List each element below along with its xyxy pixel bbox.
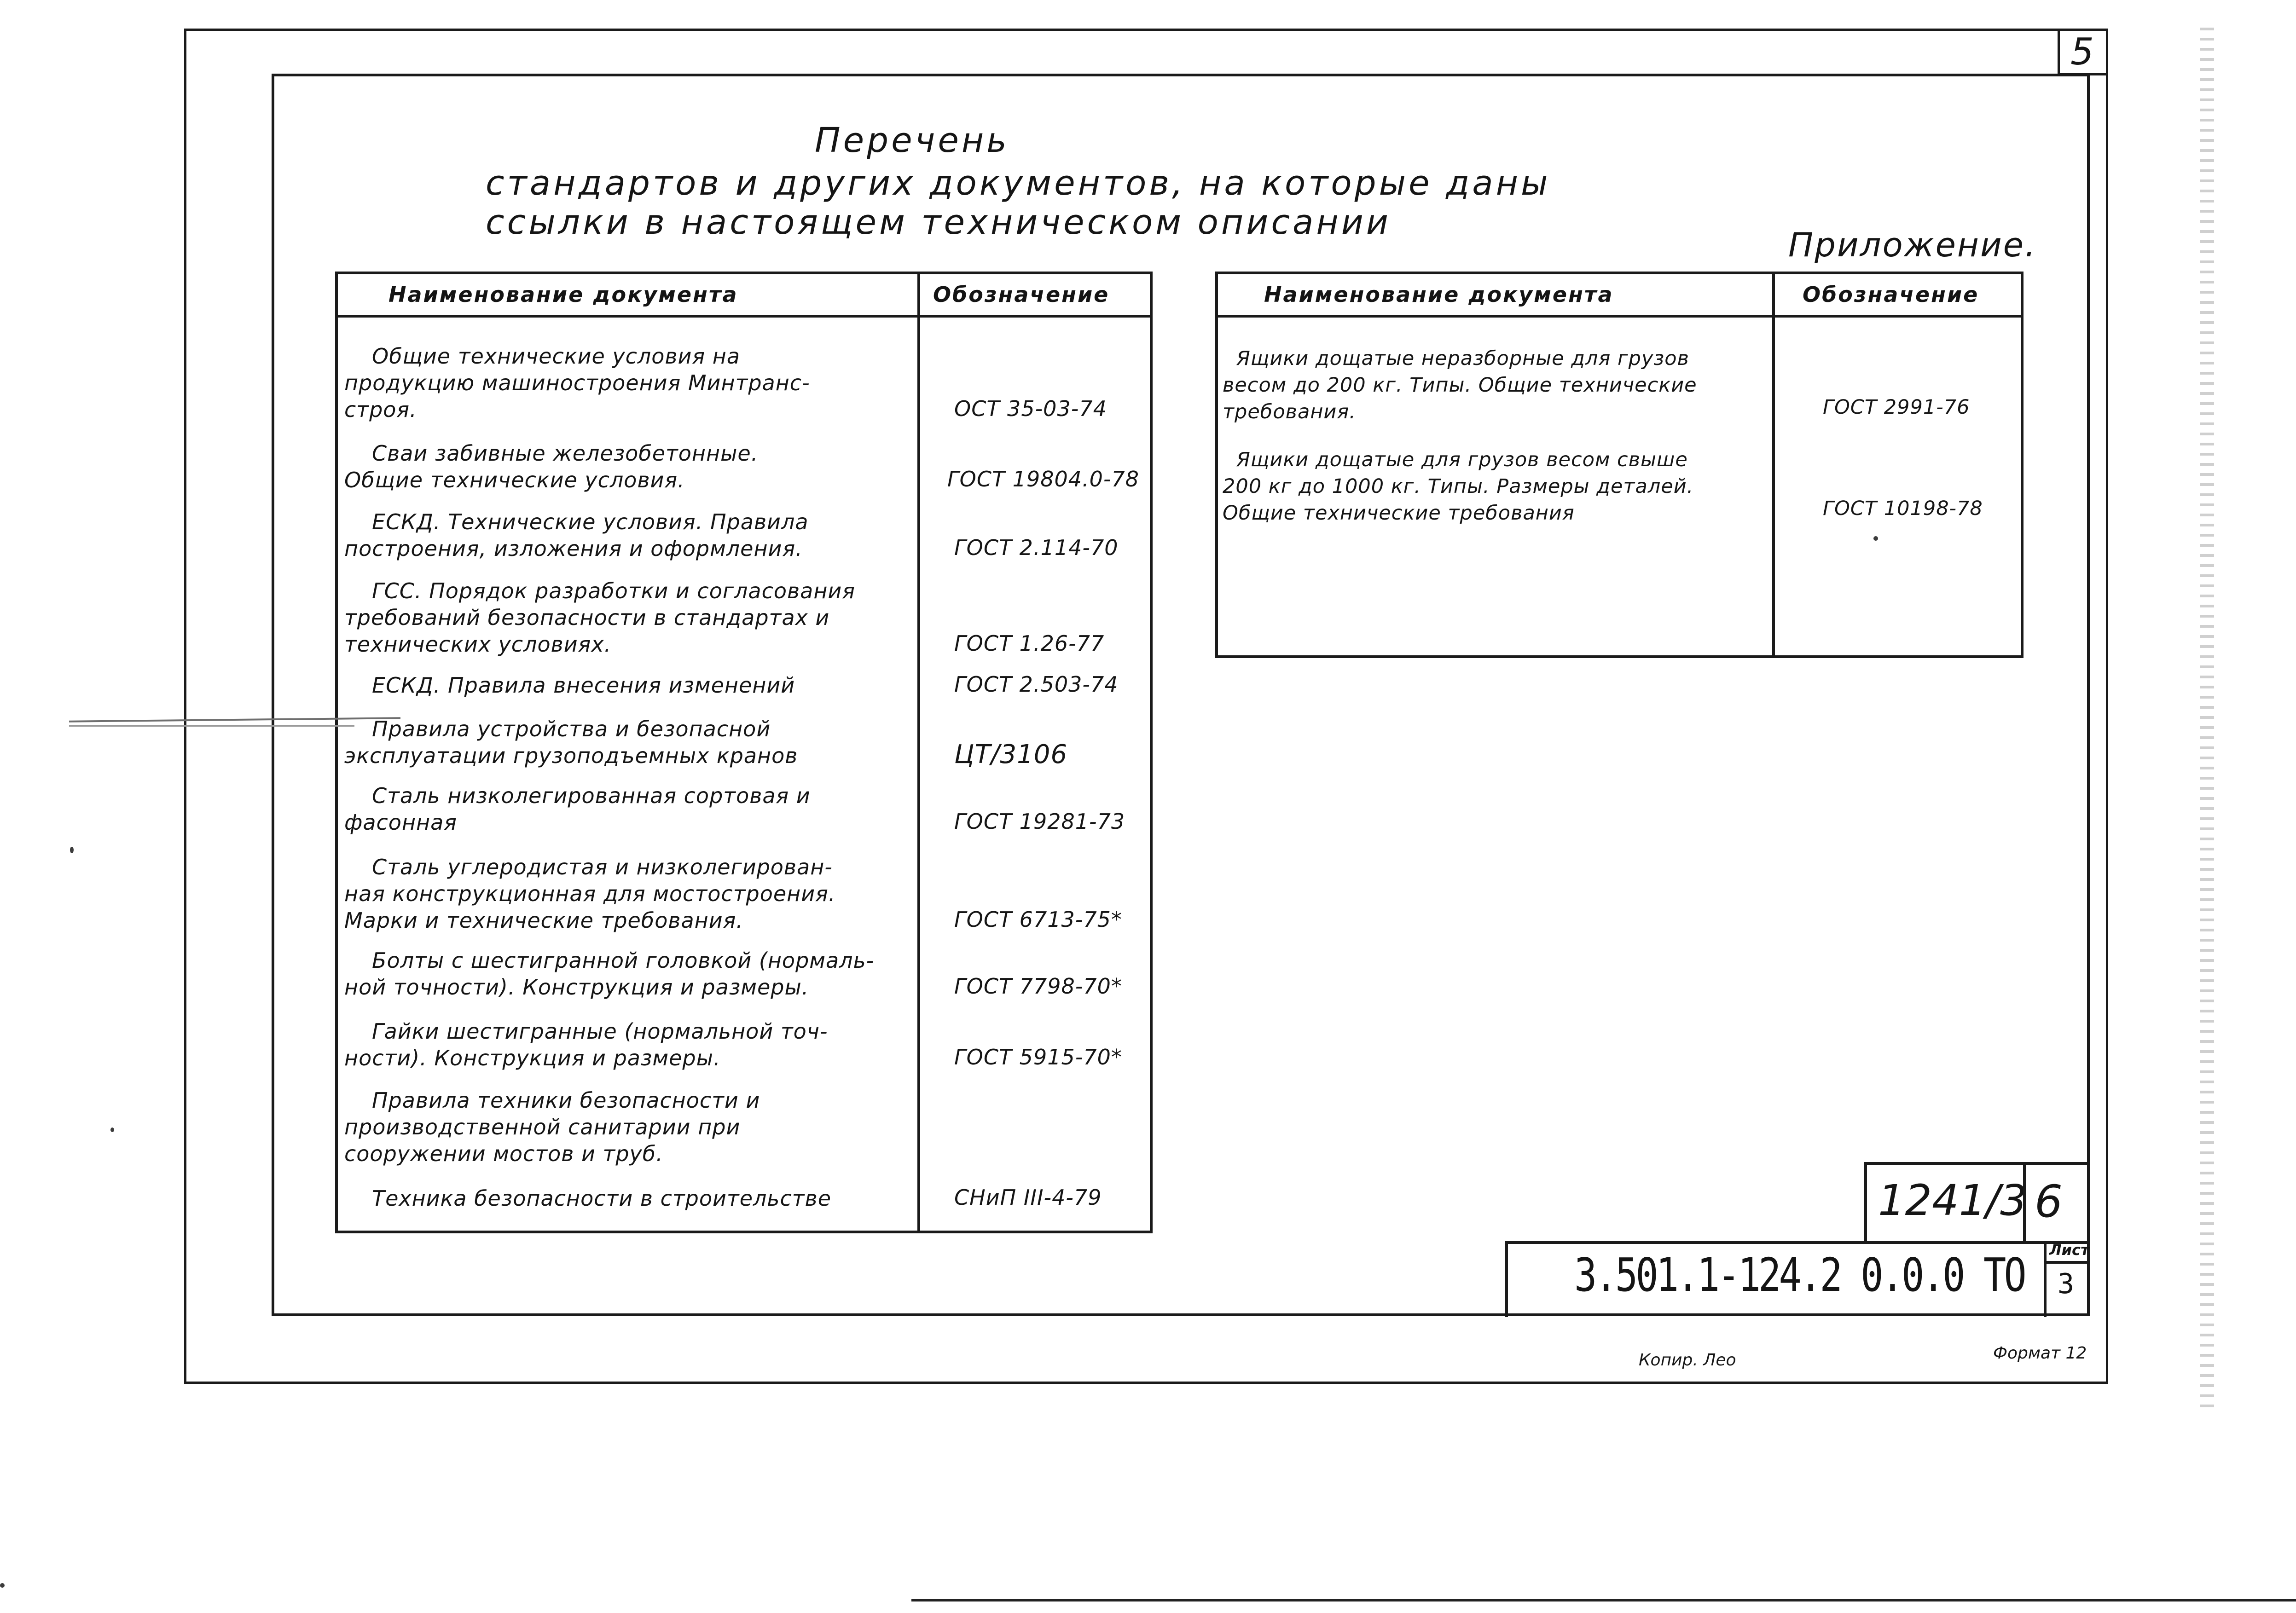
table-row <box>335 854 1150 934</box>
table-row <box>335 343 1150 423</box>
row-code: ГОСТ 5915-70* <box>954 1045 1122 1070</box>
row-name: Ящики дощатые для грузов весом свыше 200 кг до 1000 кг. Типы. Размеры деталей. Общие технические требования <box>1223 448 1694 525</box>
row-name: ГСС. Порядок разработки и согласования требований безопасности в стандартах и технических условиях. <box>344 578 855 657</box>
sheet-label: Лист <box>2049 1241 2089 1259</box>
row-code: ГОСТ 2.503-74 <box>954 672 1119 697</box>
table-row <box>335 1087 1150 1167</box>
right-table-bottom-line <box>1215 655 2021 658</box>
row-name: Правила техники безопасности и производственной санитарии при сооружении мостов и труб. <box>344 1088 760 1166</box>
page-title-line-3: ссылки в настоящем техническом описании <box>486 202 1391 242</box>
row-code: ГОСТ 2.114-70 <box>954 535 1119 560</box>
row-code: ОСТ 35-03-74 <box>954 396 1107 421</box>
row-name: Болты с шестигранной головкой (нормаль- ной точности). Конструкция и размеры. <box>344 948 875 1000</box>
row-code: ГОСТ 1.26-77 <box>954 631 1105 656</box>
scan-speck <box>0 1583 5 1588</box>
row-code: ЦТ/3106 <box>954 740 1068 769</box>
row-name: ЕСКД. Правила внесения изменений <box>372 673 795 698</box>
row-code: ГОСТ 2991-76 <box>1823 396 1970 419</box>
table-row <box>1215 345 2021 425</box>
row-code: ГОСТ 19281-73 <box>954 809 1125 834</box>
row-code: СНиП III-4-79 <box>954 1185 1102 1210</box>
project-number: 1241/3 <box>1878 1176 2027 1225</box>
row-name: Сваи забивные железобетонные. Общие технические условия. <box>344 441 759 492</box>
row-name: Техника безопасности в строительстве <box>372 1186 832 1211</box>
row-name: Общие технические условия на продукцию машиностроения Минтранс- строя. <box>344 344 810 422</box>
table-row <box>1215 446 2021 526</box>
row-code: ГОСТ 6713-75* <box>954 907 1122 932</box>
scan-edge-noise <box>2200 28 2214 1408</box>
left-header-name-text: Наименование документа <box>388 282 738 307</box>
left-header-code <box>919 273 1151 316</box>
row-name: Сталь углеродистая и низколегирован- ная конструкционная для мостостроения. Марки и технические требования. <box>344 855 836 933</box>
page-title: Перечень <box>815 121 1009 160</box>
table-row <box>335 1018 1150 1071</box>
copied-by: Копир. Лео <box>1639 1351 1736 1370</box>
row-code: ГОСТ 7798-70* <box>954 974 1122 999</box>
table-row <box>335 672 1150 699</box>
table-row <box>335 440 1150 493</box>
scan-speck <box>1873 536 1878 541</box>
left-header-name <box>336 273 919 316</box>
row-name: Гайки шестигранные (нормальной точ- ности). Конструкция и размеры. <box>344 1019 828 1070</box>
format-label: Формат 12 <box>1993 1344 2087 1363</box>
appendix-label: Приложение. <box>1788 225 2037 264</box>
table-row <box>335 947 1150 1000</box>
scan-fold-line-2 <box>69 725 354 727</box>
table-row <box>335 578 1150 658</box>
scan-bottom-line <box>911 1599 2296 1601</box>
row-name: Правила устройства и безопасной эксплуатации грузоподъемных кранов <box>344 717 798 768</box>
sheet-value: 3 <box>2058 1268 2075 1300</box>
scan-speck <box>70 847 74 853</box>
right-header-name-text: Наименование документа <box>1264 282 1614 307</box>
row-name: Сталь низколегированная сортовая и фасонная <box>344 783 811 835</box>
row-code: ГОСТ 19804.0-78 <box>947 467 1140 491</box>
left-table-bottom-line <box>335 1231 1150 1233</box>
table-row <box>335 1185 1150 1212</box>
right-header-name <box>1217 273 1774 316</box>
corner-sheet-number: 5 <box>2070 30 2094 73</box>
table-row <box>335 509 1150 562</box>
right-header-code <box>1774 273 2022 316</box>
left-document-table <box>335 272 1150 1233</box>
left-header-code-text: Обозначение <box>933 282 1110 307</box>
row-name: ЕСКД. Технические условия. Правила построения, изложения и оформления. <box>344 509 809 561</box>
page-number: 6 <box>2035 1176 2063 1227</box>
right-header-code-text: Обозначение <box>1803 282 1979 307</box>
table-row <box>335 782 1150 836</box>
scan-speck <box>110 1127 114 1132</box>
right-document-table <box>1215 272 2021 658</box>
row-code: ГОСТ 10198-78 <box>1823 497 1983 520</box>
row-name: Ящики дощатые неразборные для грузов весом до 200 кг. Типы. Общие технические требования. <box>1223 347 1697 423</box>
sheet-cell-divider <box>2044 1261 2090 1264</box>
table-row <box>335 716 1150 769</box>
page-title-line-2: стандартов и других документов, на которые даны <box>486 163 1551 203</box>
designation-text: 3.501.1-124.2 0.0.0 ТО <box>1574 1248 2024 1302</box>
